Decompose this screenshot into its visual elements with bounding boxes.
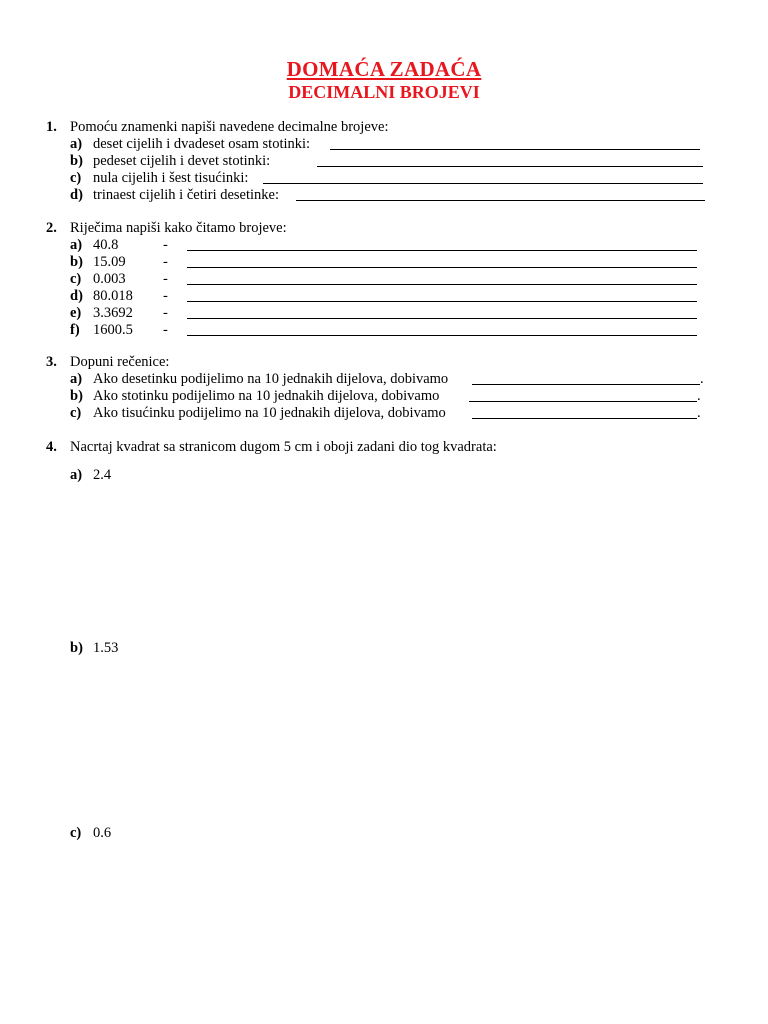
question-prompt: Dopuni rečenice: — [70, 354, 170, 370]
question-number: 3. — [46, 354, 57, 370]
question-number: 1. — [46, 119, 57, 135]
item-dash: - — [163, 288, 168, 304]
item-number: 80.018 — [93, 288, 133, 304]
answer-line[interactable] — [469, 401, 697, 402]
question-number: 2. — [46, 220, 57, 236]
item-text: trinaest cijelih i četiri desetinke: — [93, 187, 280, 203]
item-number: 1600.5 — [93, 322, 133, 338]
item-text: Ako desetinku podijelimo na 10 jednakih dijelova, dobivamo — [93, 371, 449, 387]
item-number: 1.53 — [93, 640, 119, 656]
item-label: b) — [70, 153, 83, 169]
item-label: e) — [70, 305, 82, 321]
answer-line[interactable] — [317, 166, 703, 167]
item-text: nula cijelih i šest tisućinki: — [93, 170, 249, 186]
item-label: b) — [70, 388, 83, 404]
item-label: c) — [70, 170, 82, 186]
item-number: 15.09 — [93, 254, 126, 270]
answer-line[interactable] — [330, 149, 700, 150]
answer-line[interactable] — [187, 301, 697, 302]
worksheet-title: DOMAĆA ZADAĆA — [286, 57, 482, 81]
sentence-end: . — [700, 371, 704, 387]
question-number: 4. — [46, 439, 57, 455]
item-dash: - — [163, 237, 168, 253]
item-label: a) — [70, 136, 83, 152]
answer-line[interactable] — [472, 384, 700, 385]
item-label: a) — [70, 371, 83, 387]
question-prompt: Riječima napiši kako čitamo brojeve: — [70, 220, 287, 236]
item-text: deset cijelih i dvadeset osam stotinki: — [93, 136, 311, 152]
item-label: c) — [70, 271, 82, 287]
item-number: 0.003 — [93, 271, 126, 287]
question-prompt: Nacrtaj kvadrat sa stranicom dugom 5 cm i oboji zadani dio tog kvadrata: — [70, 439, 497, 455]
item-label: f) — [70, 322, 80, 338]
item-number: 40.8 — [93, 237, 119, 253]
item-dash: - — [163, 305, 168, 321]
worksheet-subtitle: DECIMALNI BROJEVI — [288, 82, 480, 102]
sentence-end: . — [697, 405, 701, 421]
item-number: 0.6 — [93, 825, 112, 841]
item-label: b) — [70, 254, 83, 270]
answer-line[interactable] — [187, 267, 697, 268]
item-label: d) — [70, 187, 83, 203]
question-prompt: Pomoću znamenki napiši navedene decimalne brojeve: — [70, 119, 389, 135]
item-label: d) — [70, 288, 83, 304]
item-label: b) — [70, 640, 83, 656]
item-text: Ako stotinku podijelimo na 10 jednakih dijelova, dobivamo — [93, 388, 440, 404]
answer-line[interactable] — [472, 418, 697, 419]
answer-line[interactable] — [296, 200, 705, 201]
item-number: 2.4 — [93, 467, 112, 483]
item-dash: - — [163, 271, 168, 287]
answer-line[interactable] — [263, 183, 703, 184]
item-dash: - — [163, 322, 168, 338]
item-label: c) — [70, 405, 82, 421]
item-text: pedeset cijelih i devet stotinki: — [93, 153, 271, 169]
item-dash: - — [163, 254, 168, 270]
answer-line[interactable] — [187, 335, 697, 336]
answer-line[interactable] — [187, 250, 697, 251]
item-label: a) — [70, 467, 83, 483]
sentence-end: . — [697, 388, 701, 404]
item-text: Ako tisućinku podijelimo na 10 jednakih dijelova, dobivamo — [93, 405, 446, 421]
item-label: c) — [70, 825, 82, 841]
item-label: a) — [70, 237, 83, 253]
answer-line[interactable] — [187, 318, 697, 319]
answer-line[interactable] — [187, 284, 697, 285]
item-number: 3.3692 — [93, 305, 133, 321]
